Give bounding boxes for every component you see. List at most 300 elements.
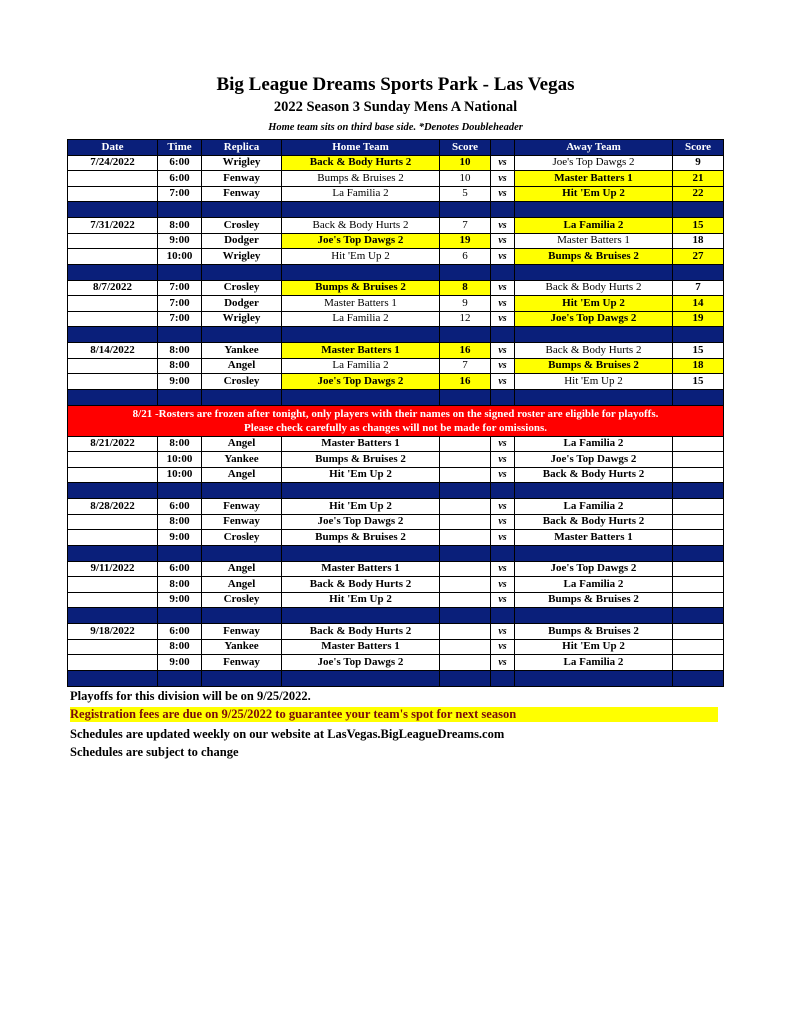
game-row bbox=[68, 171, 724, 187]
separator-cell bbox=[158, 327, 202, 343]
game-time: 9:00 bbox=[158, 233, 202, 249]
away-team: Master Batters 1 bbox=[515, 171, 673, 187]
separator-cell bbox=[202, 483, 282, 499]
vs-label: vs bbox=[491, 171, 515, 187]
home-score: 12 bbox=[440, 311, 491, 327]
game-row bbox=[68, 249, 724, 265]
game-field: Fenway bbox=[202, 655, 282, 671]
home-team: Joe's Top Dawgs 2 bbox=[282, 374, 440, 390]
vs-label: vs bbox=[491, 280, 515, 296]
away-team: Bumps & Bruises 2 bbox=[515, 249, 673, 265]
week-separator-row bbox=[68, 202, 724, 218]
col-header-date: Date bbox=[68, 140, 158, 156]
separator-cell bbox=[282, 264, 440, 280]
game-field: Crosley bbox=[202, 374, 282, 390]
vs-label: vs bbox=[491, 155, 515, 171]
separator-cell bbox=[68, 608, 158, 624]
away-score bbox=[673, 577, 724, 593]
game-row bbox=[68, 374, 724, 390]
game-time: 9:00 bbox=[158, 592, 202, 608]
game-date: 8/7/2022 bbox=[68, 280, 158, 296]
home-score: 19 bbox=[440, 233, 491, 249]
away-team: Master Batters 1 bbox=[515, 233, 673, 249]
separator-cell bbox=[491, 264, 515, 280]
away-team: Joe's Top Dawgs 2 bbox=[515, 155, 673, 171]
col-header-away-score: Score bbox=[673, 140, 724, 156]
away-team: Back & Body Hurts 2 bbox=[515, 467, 673, 483]
separator-cell bbox=[515, 670, 673, 686]
home-team: Master Batters 1 bbox=[282, 639, 440, 655]
home-score: 16 bbox=[440, 374, 491, 390]
table-header-row bbox=[68, 140, 724, 156]
game-time: 10:00 bbox=[158, 467, 202, 483]
game-row bbox=[68, 218, 724, 234]
separator-cell bbox=[68, 545, 158, 561]
col-header-replica: Replica bbox=[202, 140, 282, 156]
game-field: Wrigley bbox=[202, 249, 282, 265]
week-separator-row bbox=[68, 327, 724, 343]
game-row bbox=[68, 311, 724, 327]
away-score: 22 bbox=[673, 186, 724, 202]
game-time: 8:00 bbox=[158, 436, 202, 452]
week-separator-row bbox=[68, 545, 724, 561]
game-time: 6:00 bbox=[158, 499, 202, 515]
separator-cell bbox=[68, 483, 158, 499]
separator-cell bbox=[673, 670, 724, 686]
col-header-time: Time bbox=[158, 140, 202, 156]
game-field: Fenway bbox=[202, 624, 282, 640]
away-team: Joe's Top Dawgs 2 bbox=[515, 452, 673, 468]
vs-label: vs bbox=[491, 530, 515, 546]
separator-cell bbox=[440, 327, 491, 343]
separator-cell bbox=[158, 389, 202, 405]
home-team: Joe's Top Dawgs 2 bbox=[282, 514, 440, 530]
home-team: Back & Body Hurts 2 bbox=[282, 624, 440, 640]
separator-cell bbox=[158, 608, 202, 624]
game-row bbox=[68, 467, 724, 483]
vs-label: vs bbox=[491, 186, 515, 202]
away-score: 27 bbox=[673, 249, 724, 265]
game-date bbox=[68, 311, 158, 327]
away-team: La Familia 2 bbox=[515, 436, 673, 452]
separator-cell bbox=[202, 264, 282, 280]
vs-label: vs bbox=[491, 655, 515, 671]
subject-note: Schedules are subject to change bbox=[70, 745, 239, 759]
game-row bbox=[68, 530, 724, 546]
game-row bbox=[68, 499, 724, 515]
game-row bbox=[68, 639, 724, 655]
home-team: Bumps & Bruises 2 bbox=[282, 530, 440, 546]
home-team: Master Batters 1 bbox=[282, 296, 440, 312]
separator-cell bbox=[282, 389, 440, 405]
week-separator-row bbox=[68, 608, 724, 624]
vs-label: vs bbox=[491, 577, 515, 593]
away-team: Hit 'Em Up 2 bbox=[515, 186, 673, 202]
separator-cell bbox=[282, 202, 440, 218]
away-score: 15 bbox=[673, 218, 724, 234]
separator-cell bbox=[673, 327, 724, 343]
separator-cell bbox=[68, 202, 158, 218]
game-field: Fenway bbox=[202, 514, 282, 530]
game-date bbox=[68, 374, 158, 390]
away-score: 21 bbox=[673, 171, 724, 187]
away-score bbox=[673, 467, 724, 483]
week-separator-row bbox=[68, 264, 724, 280]
vs-label: vs bbox=[491, 218, 515, 234]
game-field: Angel bbox=[202, 561, 282, 577]
away-team: Hit 'Em Up 2 bbox=[515, 639, 673, 655]
home-score bbox=[440, 639, 491, 655]
away-score: 15 bbox=[673, 343, 724, 359]
separator-cell bbox=[515, 545, 673, 561]
separator-cell bbox=[440, 202, 491, 218]
game-date bbox=[68, 186, 158, 202]
game-time: 7:00 bbox=[158, 280, 202, 296]
game-row bbox=[68, 436, 724, 452]
home-team: Master Batters 1 bbox=[282, 561, 440, 577]
home-score: 9 bbox=[440, 296, 491, 312]
registration-note: Registration fees are due on 9/25/2022 to guarantee your team's spot for next season bbox=[70, 707, 718, 722]
separator-cell bbox=[68, 264, 158, 280]
game-time: 6:00 bbox=[158, 171, 202, 187]
vs-label: vs bbox=[491, 233, 515, 249]
away-team: La Familia 2 bbox=[515, 655, 673, 671]
week-separator-row bbox=[68, 389, 724, 405]
game-date: 8/21/2022 bbox=[68, 436, 158, 452]
separator-cell bbox=[68, 389, 158, 405]
game-date: 7/31/2022 bbox=[68, 218, 158, 234]
alert-line-1: 8/21 -Rosters are frozen after tonight, only players with their names on the signed roster are eligible for playoffs. bbox=[132, 407, 659, 420]
home-score bbox=[440, 499, 491, 515]
away-team: Bumps & Bruises 2 bbox=[515, 592, 673, 608]
game-date bbox=[68, 171, 158, 187]
home-score: 6 bbox=[440, 249, 491, 265]
separator-cell bbox=[673, 545, 724, 561]
col-header-vs bbox=[491, 140, 515, 156]
game-row bbox=[68, 343, 724, 359]
game-time: 9:00 bbox=[158, 374, 202, 390]
week-separator-row bbox=[68, 670, 724, 686]
home-score bbox=[440, 530, 491, 546]
game-time: 8:00 bbox=[158, 218, 202, 234]
separator-cell bbox=[202, 202, 282, 218]
away-team: La Familia 2 bbox=[515, 499, 673, 515]
vs-label: vs bbox=[491, 343, 515, 359]
game-date: 9/11/2022 bbox=[68, 561, 158, 577]
game-field: Dodger bbox=[202, 296, 282, 312]
vs-label: vs bbox=[491, 514, 515, 530]
home-team: La Familia 2 bbox=[282, 358, 440, 374]
away-score bbox=[673, 514, 724, 530]
game-time: 7:00 bbox=[158, 186, 202, 202]
away-score bbox=[673, 436, 724, 452]
home-score bbox=[440, 452, 491, 468]
game-row bbox=[68, 655, 724, 671]
vs-label: vs bbox=[491, 639, 515, 655]
home-team: Bumps & Bruises 2 bbox=[282, 280, 440, 296]
game-date bbox=[68, 514, 158, 530]
away-team: Back & Body Hurts 2 bbox=[515, 280, 673, 296]
home-score bbox=[440, 436, 491, 452]
game-field: Dodger bbox=[202, 233, 282, 249]
separator-cell bbox=[515, 608, 673, 624]
home-team: Hit 'Em Up 2 bbox=[282, 467, 440, 483]
separator-cell bbox=[673, 483, 724, 499]
game-time: 8:00 bbox=[158, 577, 202, 593]
game-date bbox=[68, 592, 158, 608]
game-row bbox=[68, 358, 724, 374]
game-row bbox=[68, 577, 724, 593]
game-time: 10:00 bbox=[158, 452, 202, 468]
separator-cell bbox=[158, 670, 202, 686]
game-field: Crosley bbox=[202, 280, 282, 296]
game-field: Yankee bbox=[202, 452, 282, 468]
home-score bbox=[440, 514, 491, 530]
home-team: Hit 'Em Up 2 bbox=[282, 499, 440, 515]
separator-cell bbox=[673, 389, 724, 405]
page-subtitle: 2022 Season 3 Sunday Mens A National bbox=[273, 99, 518, 115]
home-score: 10 bbox=[440, 171, 491, 187]
game-field: Wrigley bbox=[202, 311, 282, 327]
separator-cell bbox=[282, 670, 440, 686]
home-team: Joe's Top Dawgs 2 bbox=[282, 655, 440, 671]
away-score bbox=[673, 639, 724, 655]
schedule-body bbox=[68, 155, 724, 686]
away-team: La Familia 2 bbox=[515, 577, 673, 593]
home-team: Joe's Top Dawgs 2 bbox=[282, 233, 440, 249]
game-date bbox=[68, 233, 158, 249]
away-score: 19 bbox=[673, 311, 724, 327]
separator-cell bbox=[515, 483, 673, 499]
game-row bbox=[68, 561, 724, 577]
game-time: 9:00 bbox=[158, 655, 202, 671]
home-score: 7 bbox=[440, 218, 491, 234]
vs-label: vs bbox=[491, 499, 515, 515]
home-team: Back & Body Hurts 2 bbox=[282, 577, 440, 593]
game-row bbox=[68, 624, 724, 640]
game-field: Angel bbox=[202, 577, 282, 593]
away-score: 9 bbox=[673, 155, 724, 171]
game-date: 9/18/2022 bbox=[68, 624, 158, 640]
separator-cell bbox=[202, 545, 282, 561]
game-field: Crosley bbox=[202, 530, 282, 546]
separator-cell bbox=[515, 389, 673, 405]
game-row bbox=[68, 186, 724, 202]
away-score bbox=[673, 624, 724, 640]
home-team: Bumps & Bruises 2 bbox=[282, 171, 440, 187]
page-title: Big League Dreams Sports Park - Las Vegas bbox=[216, 74, 575, 95]
col-header-home-score: Score bbox=[440, 140, 491, 156]
vs-label: vs bbox=[491, 311, 515, 327]
separator-cell bbox=[202, 670, 282, 686]
separator-cell bbox=[491, 389, 515, 405]
game-field: Crosley bbox=[202, 592, 282, 608]
home-score bbox=[440, 655, 491, 671]
game-date: 7/24/2022 bbox=[68, 155, 158, 171]
separator-cell bbox=[491, 327, 515, 343]
away-score bbox=[673, 655, 724, 671]
home-score: 8 bbox=[440, 280, 491, 296]
vs-label: vs bbox=[491, 467, 515, 483]
game-time: 8:00 bbox=[158, 514, 202, 530]
game-field: Crosley bbox=[202, 218, 282, 234]
separator-cell bbox=[491, 608, 515, 624]
away-score: 18 bbox=[673, 358, 724, 374]
vs-label: vs bbox=[491, 561, 515, 577]
separator-cell bbox=[673, 608, 724, 624]
game-time: 8:00 bbox=[158, 343, 202, 359]
separator-cell bbox=[282, 608, 440, 624]
home-score bbox=[440, 577, 491, 593]
home-score bbox=[440, 624, 491, 640]
separator-cell bbox=[202, 389, 282, 405]
away-score: 14 bbox=[673, 296, 724, 312]
away-team: Hit 'Em Up 2 bbox=[515, 374, 673, 390]
separator-cell bbox=[202, 608, 282, 624]
home-score: 5 bbox=[440, 186, 491, 202]
separator-cell bbox=[68, 670, 158, 686]
game-field: Yankee bbox=[202, 639, 282, 655]
away-team: Hit 'Em Up 2 bbox=[515, 296, 673, 312]
home-team: Bumps & Bruises 2 bbox=[282, 452, 440, 468]
away-score: 15 bbox=[673, 374, 724, 390]
separator-cell bbox=[68, 327, 158, 343]
separator-cell bbox=[158, 483, 202, 499]
roster-alert bbox=[68, 405, 724, 436]
separator-cell bbox=[440, 608, 491, 624]
playoffs-note: Playoffs for this division will be on 9/25/2022. bbox=[70, 689, 311, 703]
game-row bbox=[68, 514, 724, 530]
game-time: 6:00 bbox=[158, 624, 202, 640]
vs-label: vs bbox=[491, 249, 515, 265]
vs-label: vs bbox=[491, 436, 515, 452]
home-team: Back & Body Hurts 2 bbox=[282, 218, 440, 234]
game-field: Fenway bbox=[202, 499, 282, 515]
game-date bbox=[68, 452, 158, 468]
away-score: 18 bbox=[673, 233, 724, 249]
away-team: La Familia 2 bbox=[515, 218, 673, 234]
game-date bbox=[68, 296, 158, 312]
vs-label: vs bbox=[491, 374, 515, 390]
away-team: Bumps & Bruises 2 bbox=[515, 358, 673, 374]
game-time: 10:00 bbox=[158, 249, 202, 265]
game-field: Fenway bbox=[202, 171, 282, 187]
game-field: Angel bbox=[202, 467, 282, 483]
separator-cell bbox=[440, 670, 491, 686]
separator-cell bbox=[440, 389, 491, 405]
away-team: Back & Body Hurts 2 bbox=[515, 514, 673, 530]
home-score bbox=[440, 592, 491, 608]
separator-cell bbox=[673, 264, 724, 280]
home-score: 7 bbox=[440, 358, 491, 374]
away-score bbox=[673, 592, 724, 608]
game-time: 7:00 bbox=[158, 296, 202, 312]
game-time: 6:00 bbox=[158, 155, 202, 171]
away-score bbox=[673, 561, 724, 577]
home-score bbox=[440, 467, 491, 483]
away-score bbox=[673, 499, 724, 515]
game-date: 8/28/2022 bbox=[68, 499, 158, 515]
game-time: 7:00 bbox=[158, 311, 202, 327]
game-field: Fenway bbox=[202, 186, 282, 202]
away-team: Back & Body Hurts 2 bbox=[515, 343, 673, 359]
separator-cell bbox=[440, 545, 491, 561]
game-date bbox=[68, 639, 158, 655]
home-team: Hit 'Em Up 2 bbox=[282, 592, 440, 608]
game-date bbox=[68, 467, 158, 483]
week-separator-row bbox=[68, 483, 724, 499]
home-team: Master Batters 1 bbox=[282, 343, 440, 359]
away-score bbox=[673, 452, 724, 468]
separator-cell bbox=[282, 483, 440, 499]
vs-label: vs bbox=[491, 592, 515, 608]
game-field: Yankee bbox=[202, 343, 282, 359]
game-date: 8/14/2022 bbox=[68, 343, 158, 359]
separator-cell bbox=[282, 545, 440, 561]
separator-cell bbox=[491, 545, 515, 561]
game-date bbox=[68, 249, 158, 265]
game-time: 8:00 bbox=[158, 358, 202, 374]
game-row bbox=[68, 280, 724, 296]
vs-label: vs bbox=[491, 452, 515, 468]
game-time: 6:00 bbox=[158, 561, 202, 577]
roster-alert-row bbox=[68, 405, 724, 436]
separator-cell bbox=[158, 545, 202, 561]
separator-cell bbox=[515, 327, 673, 343]
home-team: Hit 'Em Up 2 bbox=[282, 249, 440, 265]
home-team: Back & Body Hurts 2 bbox=[282, 155, 440, 171]
separator-cell bbox=[515, 264, 673, 280]
schedule-note: Home team sits on third base side. *Denotes Doubleheader bbox=[268, 122, 523, 133]
home-team: La Familia 2 bbox=[282, 311, 440, 327]
home-score bbox=[440, 561, 491, 577]
alert-line-2: Please check carefully as changes will not be made for omissions. bbox=[244, 421, 547, 434]
separator-cell bbox=[282, 327, 440, 343]
vs-label: vs bbox=[491, 296, 515, 312]
away-team: Joe's Top Dawgs 2 bbox=[515, 311, 673, 327]
game-field: Angel bbox=[202, 358, 282, 374]
away-team: Bumps & Bruises 2 bbox=[515, 624, 673, 640]
game-row bbox=[68, 452, 724, 468]
game-time: 8:00 bbox=[158, 639, 202, 655]
game-field: Wrigley bbox=[202, 155, 282, 171]
separator-cell bbox=[673, 202, 724, 218]
home-team: Master Batters 1 bbox=[282, 436, 440, 452]
separator-cell bbox=[491, 483, 515, 499]
away-team: Joe's Top Dawgs 2 bbox=[515, 561, 673, 577]
game-time: 9:00 bbox=[158, 530, 202, 546]
away-score bbox=[673, 530, 724, 546]
separator-cell bbox=[158, 264, 202, 280]
game-date bbox=[68, 655, 158, 671]
vs-label: vs bbox=[491, 624, 515, 640]
vs-label: vs bbox=[491, 358, 515, 374]
game-row bbox=[68, 296, 724, 312]
game-date bbox=[68, 358, 158, 374]
away-team: Master Batters 1 bbox=[515, 530, 673, 546]
game-field: Angel bbox=[202, 436, 282, 452]
separator-cell bbox=[491, 670, 515, 686]
game-date bbox=[68, 530, 158, 546]
separator-cell bbox=[491, 202, 515, 218]
col-header-away-team: Away Team bbox=[515, 140, 673, 156]
home-score: 10 bbox=[440, 155, 491, 171]
game-date bbox=[68, 577, 158, 593]
home-score: 16 bbox=[440, 343, 491, 359]
game-row bbox=[68, 233, 724, 249]
separator-cell bbox=[440, 264, 491, 280]
website-note: Schedules are updated weekly on our website at LasVegas.BigLeagueDreams.com bbox=[70, 727, 505, 741]
